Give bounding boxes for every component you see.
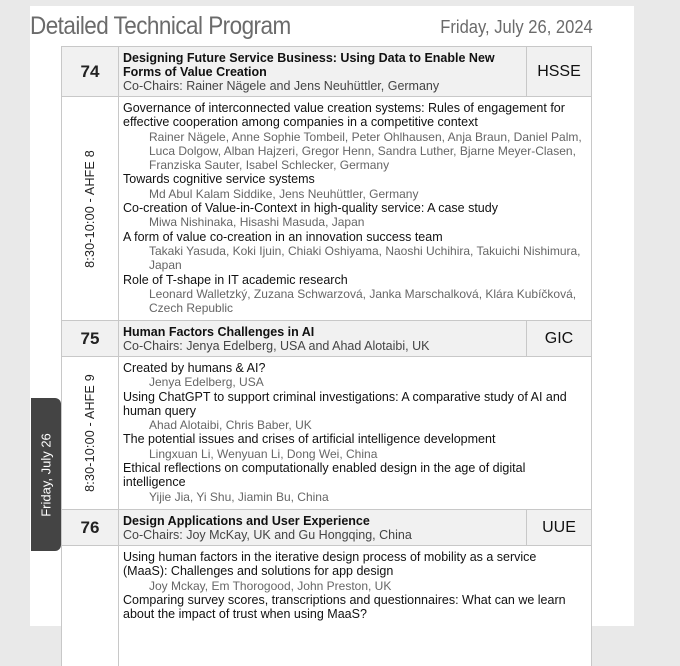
paper-list	[119, 357, 591, 509]
paper-title: Governance of interconnected value creation systems: Rules of engagement for effective cooperation among companies in a competitive context	[123, 101, 565, 130]
session-title: Designing Future Service Business: Using Data to Enable New Forms of Value Creation	[123, 51, 495, 79]
session-header	[62, 321, 591, 357]
session-chairs: Co-Chairs: Rainer Nägele and Jens Neuhüttler, Germany	[123, 79, 440, 93]
session-code: UUE	[526, 510, 591, 545]
paper-title: A form of value co-creation in an innovation success team	[123, 229, 443, 244]
page-title: Detailed Technical Program	[30, 12, 291, 40]
session-time-room	[62, 97, 119, 320]
session-number: 75	[62, 321, 119, 356]
session-time-label: 8:30-10:00 - AHFE 8	[83, 149, 97, 268]
session-header	[62, 510, 591, 546]
paper-authors: Jenya Edelberg, USA	[149, 375, 264, 390]
session-time-room	[62, 357, 119, 509]
session-time-room	[62, 546, 119, 666]
session-number: 74	[62, 47, 119, 96]
paper-authors: Md Abul Kalam Siddike, Jens Neuhüttler, Germany	[149, 186, 419, 201]
paper-title: Ethical reflections on computationally enabled design in the age of digital intelligence	[123, 461, 526, 490]
page-date: Friday, July 26, 2024	[440, 17, 593, 37]
session-papers-block	[62, 546, 591, 666]
paper-list	[119, 97, 591, 320]
paper-authors: Miwa Nishinaka, Hisashi Masuda, Japan	[149, 215, 365, 230]
page-header	[30, 12, 593, 42]
session-info	[119, 47, 526, 96]
paper-authors: Leonard Walletzký, Zuzana Schwarzová, Janka Marschalková, Klára Kubíčková, Czech Republic	[149, 286, 577, 316]
paper-title: Co-creation of Value-in-Context in high-quality service: A case study	[123, 201, 498, 216]
paper-authors: Joy Mckay, Em Thorogood, John Preston, UK	[149, 578, 392, 593]
session-title: Design Applications and User Experience	[123, 514, 370, 528]
session-chairs: Co-Chairs: Joy McKay, UK and Gu Hongqing, China	[123, 528, 412, 542]
session-chairs: Co-Chairs: Jenya Edelberg, USA and Ahad Alotaibi, UK	[123, 339, 430, 353]
paper-title: Comparing survey scores, transcriptions and questionnaires: What can we learn about the impact of trust when using MaaS?	[123, 592, 566, 622]
day-side-tab-label: Friday, July 26	[38, 432, 54, 517]
session-header	[62, 47, 591, 97]
paper-title: Created by humans & AI?	[123, 361, 266, 375]
session-papers-block	[62, 357, 591, 510]
program-table	[61, 46, 592, 666]
paper-authors: Yijie Jia, Yi Shu, Jiamin Bu, China	[149, 489, 329, 504]
paper-list	[119, 546, 591, 666]
session-info	[119, 321, 526, 356]
session-number: 76	[62, 510, 119, 545]
session-papers-block	[62, 97, 591, 321]
paper-title: Towards cognitive service systems	[123, 172, 315, 187]
paper-title: Using ChatGPT to support criminal investigations: A comparative study of AI and human query	[123, 389, 567, 418]
session-title: Human Factors Challenges in AI	[123, 325, 315, 339]
paper-title: The potential issues and crises of artificial intelligence development	[123, 432, 496, 447]
paper-authors: Takaki Yasuda, Koki Ijuin, Chiaki Oshiyama, Naoshi Uchihira, Takuichi Nishimura, Japan	[149, 243, 581, 273]
session-time-label: 8:30-10:00 - AHFE 9	[83, 374, 97, 492]
paper-authors: Ahad Alotaibi, Chris Baber, UK	[149, 418, 312, 433]
session-code: GIC	[526, 321, 591, 356]
day-side-tab	[31, 398, 61, 551]
paper-authors: Lingxuan Li, Wenyuan Li, Dong Wei, China	[149, 446, 378, 461]
paper-authors: Rainer Nägele, Anne Sophie Tombeil, Peter Ohlhausen, Anja Braun, Daniel Palm, Luca Dolgow, Alban Hajzeri, Gregor Henn, Sandra Luther, Bjarne Meyer-Clasen, Franziska Sauter, Isabel Schlecker, Germany	[149, 129, 582, 173]
paper-title: Using human factors in the iterative design process of mobility as a service (MaaS): Challenges and solutions for app design	[123, 550, 537, 579]
session-code: HSSE	[526, 47, 591, 96]
session-info	[119, 510, 526, 545]
paper-title: Role of T-shape in IT academic research	[123, 272, 348, 287]
